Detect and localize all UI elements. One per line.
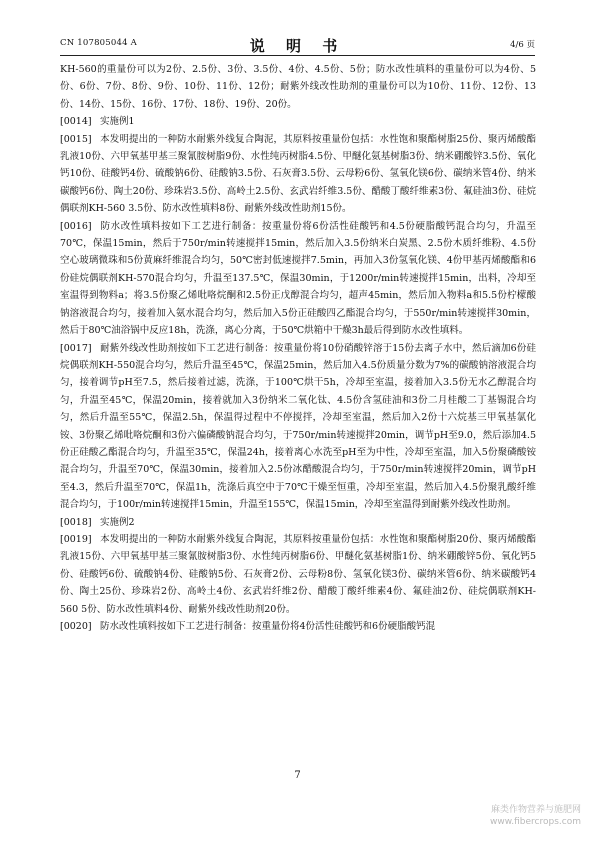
paragraph-number: [0019] (60, 533, 92, 545)
watermark (490, 804, 581, 828)
watermark-url: www.fibercrops.com (490, 817, 581, 827)
paragraph-number: [0014] (60, 116, 92, 128)
paragraph-text: 耐紫外线改性助剂按如下工艺进行制备：按重量份将10份硝酸锌溶于15份去离子水中，然后滴加6份硅烷偶联剂KH-550混合均匀，然后升温至45℃，保温25min，然后加入4.5份质量分数为7%的碳酸钠溶液混合均匀，接着调节pH至7.5，然后接着过滤，洗涤，于100℃烘干5h，冷却至室温，接着加入3.5份无水乙醇混合均匀，升温至45℃，保温20min，接着就加入3份纳米二氧化钛、4.5份含氢硅油和3份二月桂酸二丁基锡混合均匀，然后升温至55℃，保温2.5h，保温得过程中不停搅拌，冷却至室温，然后加入2份十六烷基三甲氧基氯化铵、3份聚乙烯吡咯烷酮和3份六偏磷酸钠混合均匀，于750r/min转速搅拌20min，调节pH至9.0，然后添加4.5份正硅酸乙酯混合均匀，升温至35℃，保温24h，接着离心水洗至pH至为中性，冷却至室温，加入5份聚磷酸铵混合均匀，升温至70℃，保温30min，接着加入2.5份冰醋酸混合均匀，于750r/min转速搅拌20min，调节pH至4.3，然后升温至70℃，保温1h，洗涤后真空中于70℃干燥至恒重，冷却至室温，然后加入4.5份聚乳酸纤维混合均匀，于100r/min转速搅拌15min，升温至155℃，保温15min，冷却至室温得到耐紫外线改性助剂。 (60, 342, 536, 511)
paragraph-number: [0020] (60, 621, 92, 632)
section-heading: 实施例2 (100, 516, 135, 528)
page-ratio: 4/6 页 (510, 40, 535, 50)
paragraph-number: [0018] (60, 516, 92, 528)
section-heading: 实施例1 (100, 116, 135, 128)
paragraph-0018 (60, 514, 536, 531)
paragraph-0014 (60, 113, 536, 130)
document-body (60, 61, 536, 635)
page-header (60, 38, 535, 54)
paragraph-number: [0016] (60, 220, 92, 232)
paragraph-0020 (60, 618, 536, 635)
paragraph-0016 (60, 218, 536, 340)
page-number: 7 (294, 770, 301, 781)
patent-number: CN 107805044 A (60, 38, 137, 48)
paragraph-0015 (60, 131, 536, 218)
paragraph-0017 (60, 340, 536, 514)
header-rule (60, 55, 535, 56)
paragraph-number: [0015] (60, 133, 92, 145)
paragraph-text: 防水改性填料按如下工艺进行制备：按重量份将4份活性硅酸钙和6份硬脂酸钙混 (100, 621, 436, 632)
paragraph-number: [0017] (60, 342, 92, 354)
paragraph-continuation: KH-560的重量份可以为2份、2.5份、3份、3.5份、4份、4.5份、5份；防水改性填料的重量份可以为4份、5份、6份、7份、8份、9份、10份、11份、12份；耐紫外线改性助剂的重量份可以为10份、11份、12份、13份、14份、15份、16份、17份、18份、19份、20份。 (60, 64, 536, 110)
paragraph-text: 本发明提出的一种防水耐紫外线复合陶泥，其原料按重量份包括：水性饱和聚酯树脂25份、聚丙烯酸酯乳液10份、六甲氧基甲基三聚氰胺树脂9份、水性纯丙树脂4.5份、甲醚化氨基树脂3份、纳米硼酸锌3.5份、氧化钙10份、硅酸钙4份、硫酸钠6份、硅酸钠3.5份、石灰膏3.5份、云母粉6份、氢氧化镁6份、碳纳米管4份、纳米碳酸钙6份、陶土20份、珍珠岩3.5份、高岭土2.5份、玄武岩纤维3.5份、醋酸丁酸纤维素3份、氟硅油3份、硅烷偶联剂KH-560 3.5份、防水改性填料8份、耐紫外线改性助剂15份。 (60, 133, 536, 215)
paragraph-0019 (60, 531, 536, 618)
paragraph-text: 本发明提出的一种防水耐紫外线复合陶泥，其原料按重量份包括：水性饱和聚酯树脂20份、聚丙烯酸酯乳液15份、六甲氧基甲基三聚氰胺树脂3份、水性纯丙树脂6份、甲醚化氨基树脂1份、纳米硼酸锌5份、氧化钙5份、硅酸钙6份、硫酸钠4份、硅酸钠5份、石灰膏2份、云母粉8份、氢氧化镁3份、碳纳米管6份、纳米碳酸钙4份、陶土25份、珍珠岩2份、高岭土4份、玄武岩纤维2份、醋酸丁酸纤维素4份、氟硅油2份、硅烷偶联剂KH-560 5份、防水改性填料4份、耐紫外线改性助剂20份。 (60, 533, 536, 615)
paragraph-text: 防水改性填料按如下工艺进行制备：按重量份将6份活性硅酸钙和4.5份硬脂酸钙混合均匀，升温至70℃，保温15min，然后于750r/min转速搅拌15min，然后加入3.5份纳米白炭黑、2.5份木质纤维粉、4.5份空心玻璃微珠和5份黄麻纤维混合均匀，50℃密封低速搅拌7.5min，再加入3份氢氧化镁、4份甲基丙烯酸酯和6份硅烷偶联剂KH-570混合均匀，升温至137.5℃，保温30min，于1200r/min转速搅拌15min，出料，冷却至室温得到物料a；将3.5份聚乙烯吡咯烷酮和2.5份正戊醇混合均匀，超声45min，然后加入物料a和5.5份柠檬酸钠溶液混合均匀，接着加入氨水混合均匀，然后加入5份正硅酸四乙酯混合均匀，于550r/min转速搅拌30min，然后于80℃油浴锅中反应18h，洗涤，离心分离，于50℃烘箱中干燥3h最后得到防水改性填料。 (60, 220, 536, 337)
watermark-name: 麻类作物营养与施肥网 (490, 805, 581, 815)
document-title: 说 明 书 (249, 37, 346, 55)
